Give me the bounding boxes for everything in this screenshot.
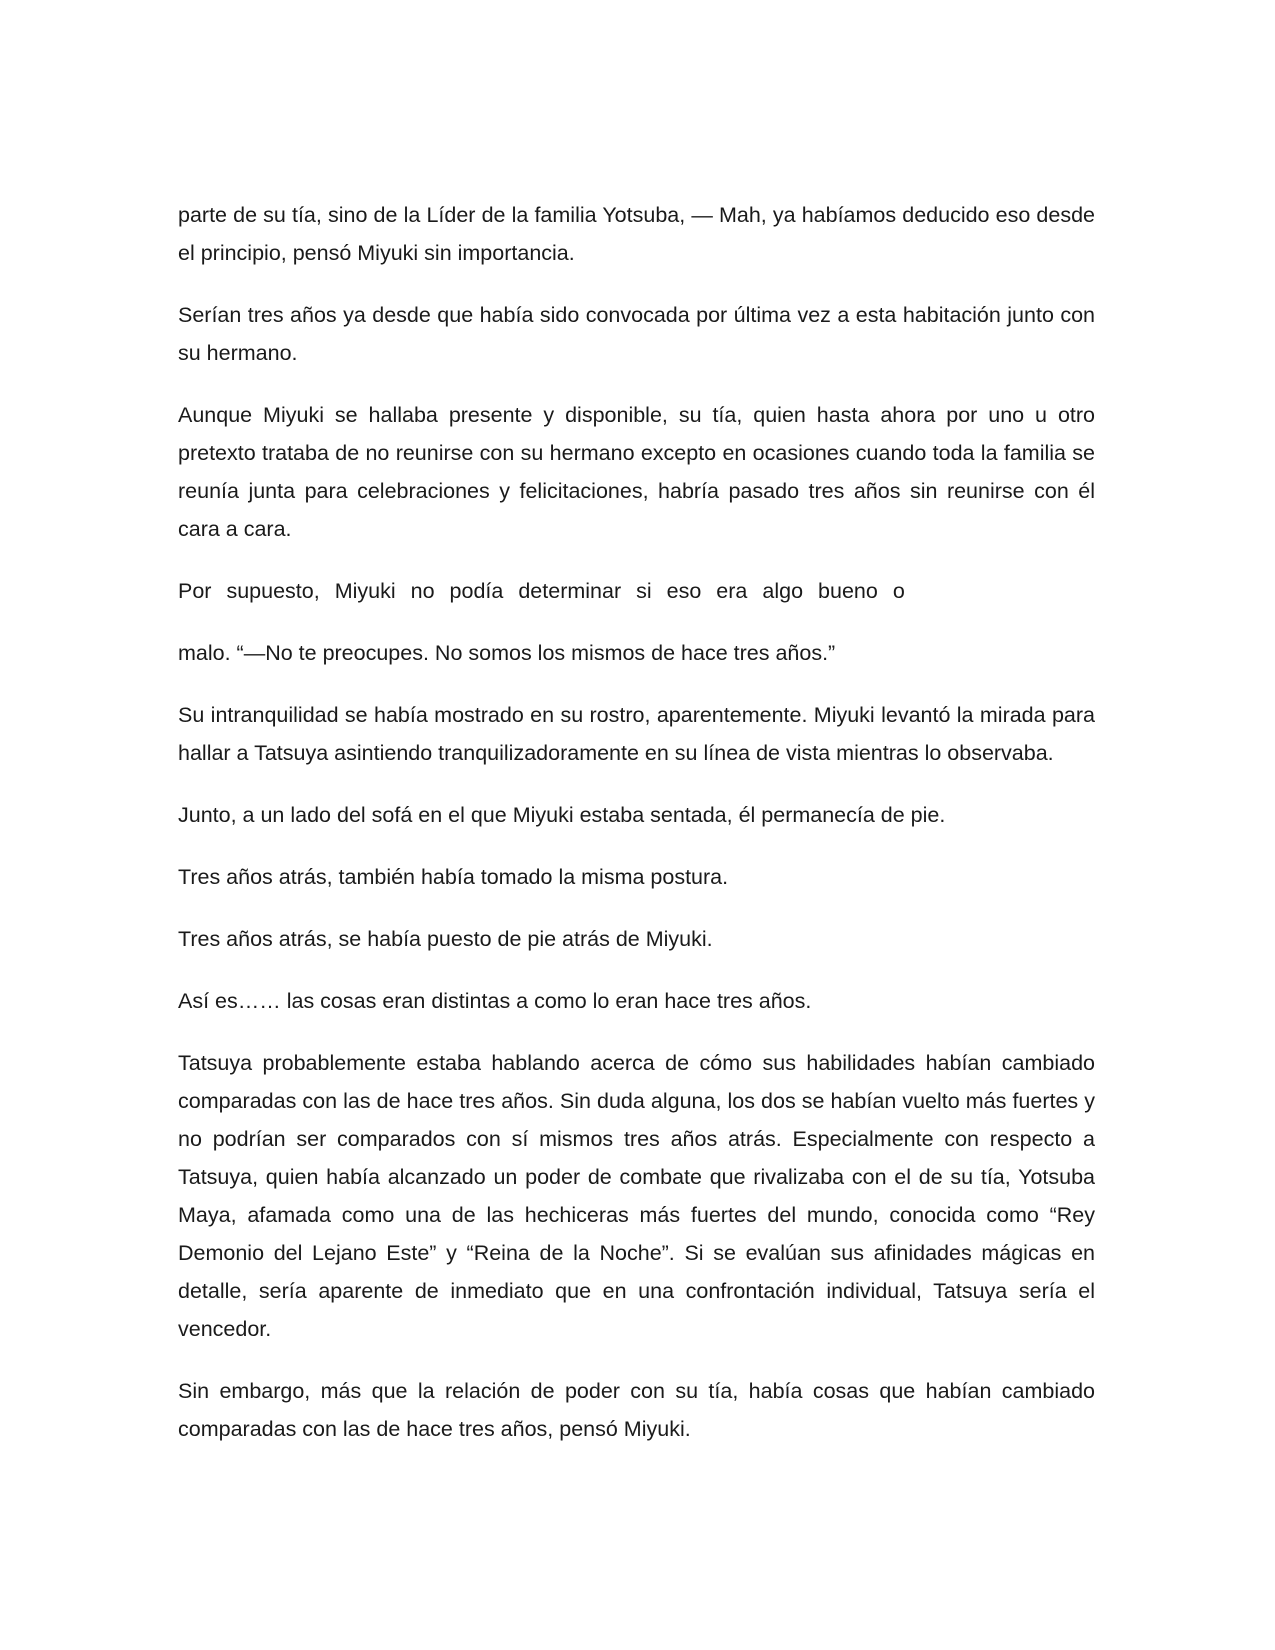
paragraph: Sin embargo, más que la relación de poder con su tía, había cosas que habían cambiado comparadas con las de hace tres años, pensó Miyuki. bbox=[178, 1379, 1095, 1441]
paragraph: Así es…… las cosas eran distintas a como lo eran hace tres años. bbox=[178, 989, 812, 1013]
paragraph: Tres años atrás, también había tomado la misma postura. bbox=[178, 865, 729, 889]
paragraph: Serían tres años ya desde que había sido convocada por última vez a esta habitación junto con su hermano. bbox=[178, 303, 1095, 365]
paragraph: malo. “—No te preocupes. No somos los mismos de hace tres años.” bbox=[178, 641, 836, 665]
paragraph: Tatsuya probablemente estaba hablando acerca de cómo sus habilidades habían cambiado comparadas con las de hace tres años. Sin duda alguna, los dos se habían vuelto más fuertes y no podrían ser comparados con sí mismos tres años atrás. Especialmente con respecto a Tatsuya, quien había alcanzado un poder de combate que rivalizaba con el de su tía, Yotsuba Maya, afamada como una de las hechiceras más fuertes del mundo, conocida como “Rey Demonio del Lejano Este” y “Reina de la Noche”. Si se evalúan sus afinidades mágicas en detalle, sería aparente de inmediato que en una confrontación individual, Tatsuya sería el vencedor. bbox=[178, 1051, 1095, 1341]
paragraph: Junto, a un lado del sofá en el que Miyuki estaba sentada, él permanecía de pie. bbox=[178, 803, 946, 827]
paragraph: Por supuesto, Miyuki no podía determinar si eso era algo bueno o bbox=[178, 579, 905, 603]
paragraph: Tres años atrás, se había puesto de pie atrás de Miyuki. bbox=[178, 927, 713, 951]
paragraph: Aunque Miyuki se hallaba presente y disponible, su tía, quien hasta ahora por uno u otro pretexto trataba de no reunirse con su hermano excepto en ocasiones cuando toda la familia se reunía junta para celebraciones y felicitaciones, habría pasado tres años sin reunirse con él cara a cara. bbox=[178, 403, 1095, 541]
paragraph: Su intranquilidad se había mostrado en su rostro, aparentemente. Miyuki levantó la mirada para hallar a Tatsuya asintiendo tranquilizadoramente en su línea de vista mientras lo observaba. bbox=[178, 703, 1095, 765]
paragraph: parte de su tía, sino de la Líder de la familia Yotsuba, — Mah, ya habíamos deducido eso desde el principio, pensó Miyuki sin importancia. bbox=[178, 203, 1095, 265]
